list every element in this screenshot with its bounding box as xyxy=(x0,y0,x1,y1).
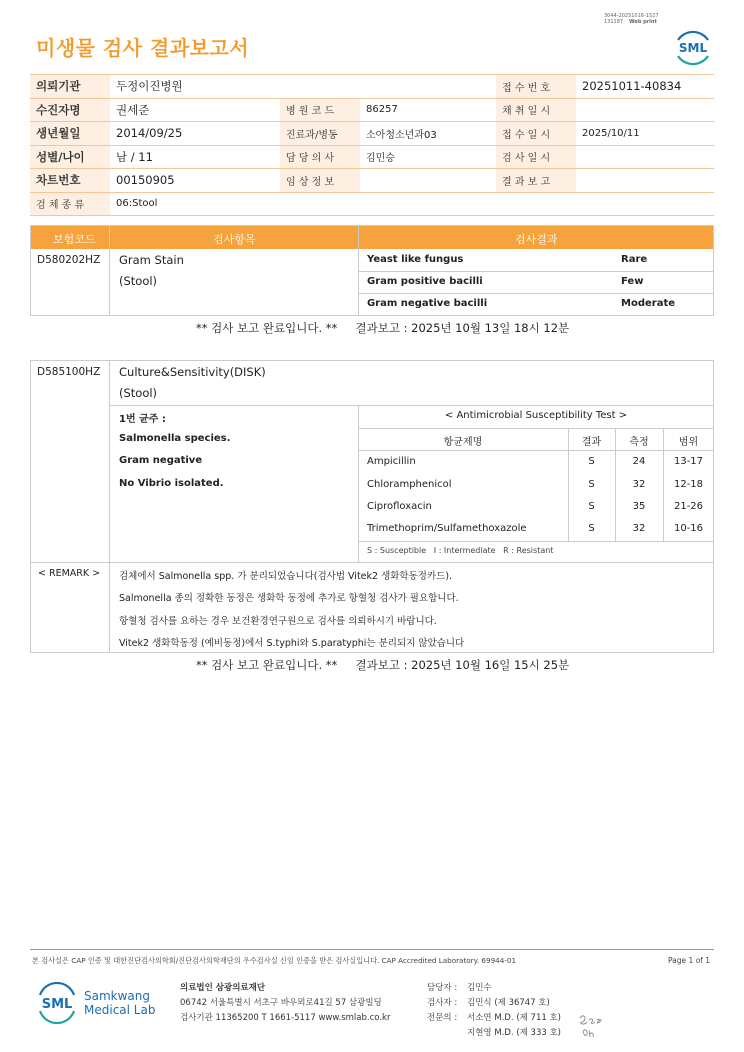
test2-specimen: (Stool) xyxy=(119,386,158,400)
label-hospital-code: 병 원 코 드 xyxy=(280,98,360,122)
culture-section xyxy=(30,360,714,653)
ast-drug: Ampicillin xyxy=(367,456,416,467)
staff-name: 김민수 xyxy=(467,983,492,993)
document-code xyxy=(604,13,659,25)
org-contact: 검사기관 11365200 T 1661-5117 www.smlab.co.kr xyxy=(180,1013,391,1023)
staff-name: 서소연 M.D. (제 711 호) xyxy=(467,1013,562,1023)
label-clinical-info: 임 상 정 보 xyxy=(280,169,360,193)
label-received-time: 접 수 일 시 xyxy=(496,122,576,146)
label-accession-no: 접 수 번 호 xyxy=(496,75,576,99)
gram-stain-section xyxy=(30,225,714,316)
label-physician: 담 당 의 사 xyxy=(280,145,360,169)
remark-line: Salmonella 종의 정확한 동정은 생화학 동정에 추가로 항혈청 검사가 필요합니다. xyxy=(119,593,459,604)
footer-divider xyxy=(30,949,714,950)
test1-result-name: Yeast like fungus xyxy=(367,254,464,265)
value-sex-age: 남 / 11 xyxy=(110,145,280,169)
page-title: 미생물 검사 결과보고서 xyxy=(36,36,250,60)
samkwang-logo-text xyxy=(84,989,155,1017)
test2-name: Culture&Sensitivity(DISK) xyxy=(119,365,266,379)
org-address: 06742 서울특별시 서초구 바우뫼로41길 57 삼광빌딩 xyxy=(180,998,382,1008)
ast-result: S xyxy=(588,523,595,534)
test1-code: D580202HZ xyxy=(37,254,101,266)
info-row xyxy=(30,192,714,216)
footer-logo-text: SML xyxy=(41,997,73,1012)
signature xyxy=(576,1010,608,1040)
ast-col-measure: 측정 xyxy=(629,437,649,448)
value-chart-no: 00150905 xyxy=(110,169,280,193)
value-specimen-type: 06:Stool xyxy=(110,192,714,216)
test1-result-value: Moderate xyxy=(621,298,676,309)
certification-text: 본 검사실은 CAP 인증 및 대한진단검사의학회/진단검사의학재단의 우수검사실 신임 인증을 받은 검사실입니다. CAP Accredited Laboratory. 69944-01 xyxy=(32,956,517,965)
value-hospital-code: 86257 xyxy=(360,98,496,122)
value-birth-date: 2014/09/25 xyxy=(110,122,280,146)
header-insurance-code: 보험코드 xyxy=(53,233,96,246)
label-result-report: 결 과 보 고 xyxy=(496,169,576,193)
ast-drug: Trimethoprim/Sulfamethoxazole xyxy=(367,523,527,534)
ast-range: 12-18 xyxy=(673,479,704,490)
header-test-item: 검사항목 xyxy=(213,233,256,246)
org-name: 의료법인 삼광의료재단 xyxy=(180,983,266,993)
staff-role: 검사자 : xyxy=(427,998,458,1008)
value-accession-no: 20251011-40834 xyxy=(576,75,714,99)
test1-result-value: Few xyxy=(621,276,644,287)
sml-logo-icon xyxy=(36,980,78,1026)
results-table-header xyxy=(31,226,713,249)
test1-specimen: (Stool) xyxy=(119,274,158,288)
ast-range: 21-26 xyxy=(673,501,704,512)
samkwang-logo xyxy=(36,980,78,1030)
ast-legend: S : Susceptible I : Intermediate R : Resistant xyxy=(367,546,554,555)
info-row xyxy=(30,98,714,122)
ast-drug: Chloramphenicol xyxy=(367,479,452,490)
test2-report-note: ** 검사 보고 완료입니다. ** 결과보고 : 2025년 10월 16일 15시 25분 xyxy=(196,658,570,672)
ast-drug: Ciprofloxacin xyxy=(367,501,432,512)
organism-line: Salmonella species. xyxy=(119,433,231,444)
ast-title: < Antimicrobial Susceptibility Test > xyxy=(444,410,628,421)
staff-role: 담당자 : xyxy=(427,983,458,993)
label-specimen-type: 검 체 종 류 xyxy=(30,192,110,216)
test1-result-name: Gram negative bacilli xyxy=(367,298,488,309)
patient-info-table xyxy=(30,74,714,216)
document-code-line2: 131187 xyxy=(604,19,624,25)
organism-header: 1번 균주 : xyxy=(119,414,166,425)
value-patient-name: 권세준 xyxy=(110,98,280,122)
test1-result-value: Rare xyxy=(621,254,648,265)
info-row xyxy=(30,169,714,193)
staff-role: 전문의 : xyxy=(427,1013,458,1023)
ast-col-drug: 항균제명 xyxy=(443,437,483,448)
label-test-time: 검 사 일 시 xyxy=(496,145,576,169)
value-collection-time xyxy=(576,98,714,122)
header-test-result: 검사결과 xyxy=(515,233,558,246)
ast-col-result: 결과 xyxy=(581,437,602,448)
test1-result-name: Gram positive bacilli xyxy=(367,276,483,287)
ast-col-range: 범위 xyxy=(678,437,699,448)
staff-name: 김민식 (제 36747 호) xyxy=(467,998,550,1008)
label-department: 진료과/병동 xyxy=(280,122,360,146)
ast-range: 10-16 xyxy=(673,523,704,534)
test2-code: D585100HZ xyxy=(37,366,101,378)
logo-text: SML xyxy=(678,41,708,55)
organism-line: Gram negative xyxy=(119,455,203,466)
value-received-time: 2025/10/11 xyxy=(576,122,714,146)
label-collection-time: 채 취 일 시 xyxy=(496,98,576,122)
label-chart-no: 차트번호 xyxy=(30,169,110,193)
remark-line: 항혈청 검사를 요하는 경우 보건환경연구원으로 검사를 의뢰하시기 바랍니다. xyxy=(119,616,437,627)
label-birth-date: 생년월일 xyxy=(30,122,110,146)
value-department: 소아청소년과03 xyxy=(360,122,496,146)
value-physician: 김민승 xyxy=(360,145,496,169)
ast-measure: 35 xyxy=(632,501,646,512)
ast-result: S xyxy=(588,501,595,512)
document-code-line1: 3044-20251016-1527 xyxy=(604,13,659,19)
ast-measure: 32 xyxy=(632,523,646,534)
logo-line1: Samkwang xyxy=(84,989,150,1003)
value-test-time xyxy=(576,145,714,169)
value-clinical-info xyxy=(360,169,496,193)
value-requesting-org: 두정이진병원 xyxy=(110,75,496,99)
sml-logo-icon xyxy=(672,26,714,68)
label-patient-name: 수진자명 xyxy=(30,98,110,122)
test1-report-note: ** 검사 보고 완료입니다. ** 결과보고 : 2025년 10월 13일 18시 12분 xyxy=(196,321,570,335)
info-row xyxy=(30,75,714,99)
label-sex-age: 성별/나이 xyxy=(30,145,110,169)
info-row xyxy=(30,145,714,169)
remark-line: 검체에서 Salmonella spp. 가 분리되었습니다(검사법 Vitek2 생화학동정카드). xyxy=(119,571,453,582)
staff-info xyxy=(427,981,561,1041)
ast-result: S xyxy=(588,456,595,467)
ast-result: S xyxy=(588,479,595,490)
organism-line: No Vibrio isolated. xyxy=(119,478,224,489)
web-print-label: Web print xyxy=(629,19,657,25)
test1-name: Gram Stain xyxy=(119,253,184,267)
org-info xyxy=(180,981,390,1026)
staff-name: 지현영 M.D. (제 333 호) xyxy=(467,1028,562,1038)
remark-label: < REMARK > xyxy=(38,568,101,579)
logo-line2: Medical Lab xyxy=(84,1003,156,1017)
ast-range: 13-17 xyxy=(673,456,704,467)
ast-measure: 24 xyxy=(632,456,646,467)
ast-measure: 32 xyxy=(632,479,646,490)
remark-line: Vitek2 생화학동정 (예비동정)에서 S.typhi와 S.paratyphi는 분리되지 않았습니다 xyxy=(119,638,465,649)
value-result-report xyxy=(576,169,714,193)
page-number: Page 1 of 1 xyxy=(668,956,711,965)
label-requesting-org: 의뢰기관 xyxy=(30,75,110,99)
info-row xyxy=(30,122,714,146)
